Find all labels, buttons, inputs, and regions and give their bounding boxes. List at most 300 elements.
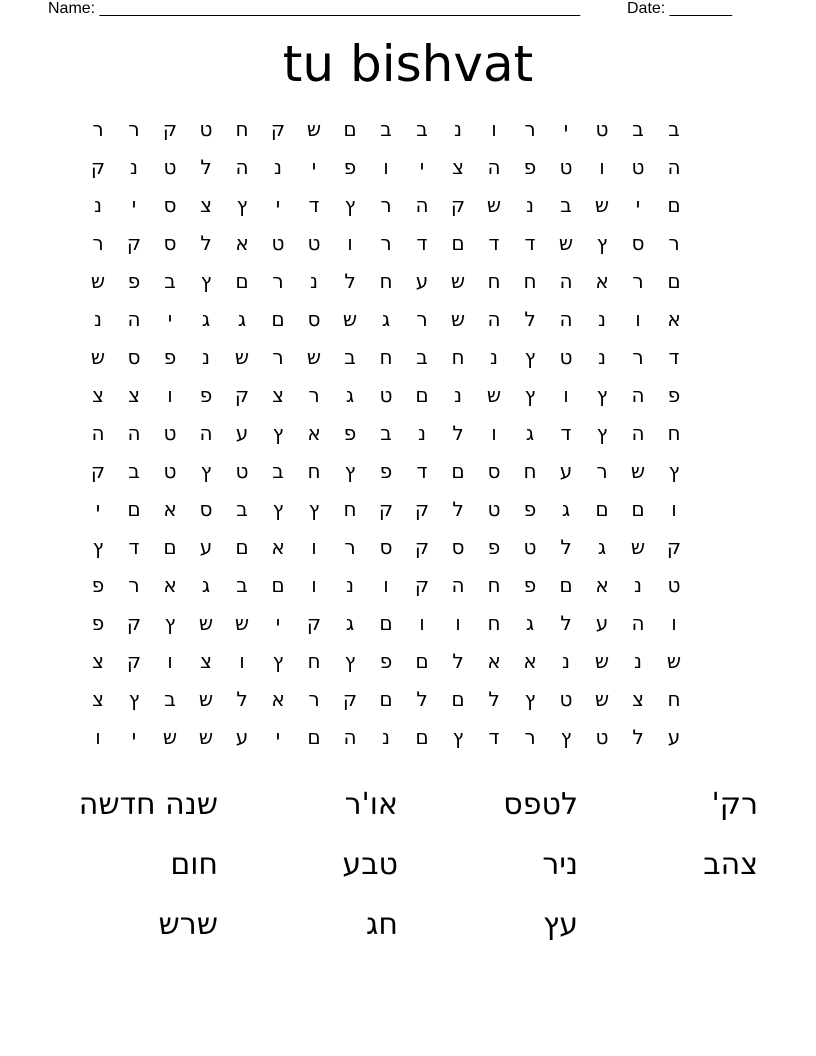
grid-letter: ר [272,345,284,369]
grid-letter: ץ [452,725,464,749]
grid-letter: ץ [272,421,284,445]
grid-letter: ב [236,497,248,521]
grid-letter: ר [668,231,680,255]
grid-letter: י [131,193,137,217]
grid-letter: ה [415,193,429,217]
grid-letter: נ [525,193,534,217]
grid-letter: ר [416,307,428,331]
grid-letter: ש [234,611,250,635]
date-field-label: Date: _______ [627,0,732,17]
grid-letter: ג [525,611,535,635]
grid-row [80,718,728,756]
grid-letter: י [275,193,281,217]
grid-letter: ס [487,459,501,483]
grid-letter: ה [199,421,213,445]
grid-letter: ק [126,231,142,255]
grid-letter: ר [632,269,644,293]
grid-letter: נ [417,421,426,445]
word-search-grid [80,110,728,756]
grid-letter: ץ [344,459,356,483]
grid-letter: ג [561,497,571,521]
grid-letter: ד [488,231,500,255]
grid-letter: ק [378,497,394,521]
grid-row [80,680,728,718]
grid-letter: ר [632,345,644,369]
grid-letter: ש [234,345,250,369]
puzzle-title: tu bishvat [282,35,534,93]
grid-letter: ל [452,497,464,521]
grid-letter: ה [559,307,573,331]
grid-letter: ד [524,231,536,255]
grid-letter: פ [523,573,537,597]
grid-letter: ה [127,421,141,445]
grid-letter: צ [272,383,284,407]
grid-letter: נ [453,383,462,407]
grid-letter: א [271,535,285,559]
grid-letter: ב [344,345,356,369]
grid-letter: נ [381,725,390,749]
grid-letter: ס [127,345,141,369]
grid-letter: ץ [596,231,608,255]
grid-letter: פ [343,155,357,179]
grid-letter: ע [667,725,681,749]
grid-letter: ל [524,307,536,331]
grid-letter: נ [129,155,138,179]
grid-letter: ץ [560,725,572,749]
grid-row [80,110,728,148]
grid-letter: ב [632,117,644,141]
grid-letter: ג [381,307,391,331]
grid-letter: ם [127,497,141,521]
grid-letter: ס [307,307,321,331]
grid-letter: ק [234,383,250,407]
grid-letter: י [635,193,641,217]
grid-letter: ל [632,725,644,749]
grid-letter: ש [666,649,682,673]
grid-letter: ס [199,497,213,521]
grid-letter: ק [306,611,322,635]
grid-letter: פ [379,459,393,483]
grid-letter: ד [128,535,140,559]
grid-letter: צ [92,383,104,407]
grid-letter: ט [379,383,393,407]
grid-letter: ם [667,269,681,293]
grid-letter: ם [235,535,249,559]
grid-row [80,528,728,566]
grid-letter: ש [198,725,214,749]
grid-letter: ט [523,535,537,559]
grid-letter: נ [561,649,570,673]
grid-row [80,376,728,414]
grid-letter: ח [667,421,681,445]
grid-letter: ו [671,611,677,635]
grid-letter: ל [488,687,500,711]
grid-letter: י [563,117,569,141]
grid-letter: ש [306,345,322,369]
grid-letter: נ [453,117,462,141]
grid-row [80,262,728,300]
grid-letter: ט [631,155,645,179]
grid-letter: ם [451,459,465,483]
grid-letter: ר [344,535,356,559]
grid-letter: ו [167,383,173,407]
grid-letter: ו [347,231,353,255]
grid-letter: ץ [524,687,536,711]
word-bank-item: חום [170,847,218,882]
grid-letter: ץ [344,649,356,673]
grid-letter: ב [560,193,572,217]
grid-letter: ג [525,421,535,445]
grid-row [80,414,728,452]
grid-row [80,224,728,262]
grid-letter: ל [560,611,572,635]
grid-letter: ה [667,155,681,179]
grid-letter: פ [487,535,501,559]
grid-letter: ל [560,535,572,559]
grid-letter: ו [599,155,605,179]
grid-letter: ש [630,459,646,483]
grid-letter: ק [162,117,178,141]
grid-letter: נ [309,269,318,293]
grid-letter: ם [235,269,249,293]
grid-letter: ק [270,117,286,141]
grid-letter: ש [90,345,106,369]
grid-letter: פ [667,383,681,407]
grid-letter: ש [594,687,610,711]
grid-letter: ס [163,193,177,217]
grid-letter: נ [489,345,498,369]
grid-letter: ה [127,307,141,331]
grid-letter: ם [271,573,285,597]
grid-letter: פ [91,611,105,635]
grid-letter: צ [200,193,212,217]
grid-letter: ק [666,535,682,559]
grid-letter: ס [451,535,465,559]
grid-letter: י [95,497,101,521]
grid-letter: פ [523,155,537,179]
word-bank-item: או'ר [344,787,398,822]
grid-letter: צ [200,649,212,673]
grid-letter: א [667,307,681,331]
grid-letter: ע [415,269,429,293]
grid-letter: ל [344,269,356,293]
grid-letter: ק [90,459,106,483]
grid-letter: ץ [668,459,680,483]
grid-letter: א [235,231,249,255]
grid-row [80,300,728,338]
grid-letter: ש [486,383,502,407]
grid-letter: ו [95,725,101,749]
grid-letter: ש [90,269,106,293]
grid-letter: ק [126,649,142,673]
grid-letter: ח [487,611,501,635]
grid-letter: ט [559,687,573,711]
grid-letter: ה [91,421,105,445]
grid-letter: ק [126,611,142,635]
grid-letter: ל [236,687,248,711]
grid-letter: ר [380,231,392,255]
grid-letter: נ [201,345,210,369]
grid-letter: ם [307,725,321,749]
grid-letter: ץ [200,269,212,293]
grid-letter: ש [450,307,466,331]
grid-letter: ה [631,421,645,445]
grid-letter: ב [128,459,140,483]
word-bank-item: צהב [703,847,758,882]
grid-letter: ר [128,117,140,141]
grid-letter: ט [595,725,609,749]
grid-letter: ח [307,459,321,483]
grid-row [80,148,728,186]
grid-letter: ט [559,155,573,179]
grid-row [80,338,728,376]
grid-letter: פ [91,573,105,597]
grid-letter: ר [596,459,608,483]
grid-letter: ם [451,687,465,711]
grid-letter: י [275,725,281,749]
grid-letter: ב [380,117,392,141]
grid-letter: ר [524,117,536,141]
grid-letter: ט [559,345,573,369]
grid-letter: ג [345,611,355,635]
grid-letter: ט [271,231,285,255]
grid-letter: פ [199,383,213,407]
grid-letter: ו [419,611,425,635]
grid-letter: י [275,611,281,635]
grid-letter: ר [272,269,284,293]
grid-letter: ש [342,307,358,331]
grid-letter: ט [307,231,321,255]
grid-letter: ש [594,649,610,673]
grid-letter: ט [595,117,609,141]
grid-letter: ק [450,193,466,217]
grid-letter: נ [633,649,642,673]
grid-letter: ח [451,345,465,369]
grid-letter: ר [380,193,392,217]
grid-letter: ץ [200,459,212,483]
grid-letter: ק [414,573,430,597]
grid-letter: ץ [524,345,536,369]
grid-letter: ק [90,155,106,179]
grid-letter: ץ [92,535,104,559]
grid-letter: ד [668,345,680,369]
grid-letter: ב [416,117,428,141]
grid-letter: ש [558,231,574,255]
grid-letter: ק [342,687,358,711]
grid-letter: ט [163,155,177,179]
word-bank-item: שרש [158,907,218,942]
grid-letter: ר [92,231,104,255]
grid-letter: ש [630,535,646,559]
grid-letter: ו [311,573,317,597]
grid-letter: צ [632,687,644,711]
grid-letter: ש [486,193,502,217]
grid-letter: ע [199,535,213,559]
grid-letter: ח [523,269,537,293]
grid-letter: א [307,421,321,445]
grid-letter: י [419,155,425,179]
grid-letter: ד [416,231,428,255]
grid-letter: ח [487,573,501,597]
grid-letter: ט [199,117,213,141]
grid-letter: ב [416,345,428,369]
grid-letter: ר [524,725,536,749]
grid-letter: ח [235,117,249,141]
word-bank-item: רק' [711,787,758,822]
grid-letter: ב [164,269,176,293]
grid-letter: ץ [596,421,608,445]
grid-letter: ב [236,573,248,597]
word-bank-item: לטפס [503,787,578,822]
grid-letter: ח [379,345,393,369]
grid-letter: ו [383,155,389,179]
grid-letter: ס [631,231,645,255]
grid-letter: נ [93,307,102,331]
grid-letter: ו [671,497,677,521]
grid-letter: י [131,725,137,749]
grid-letter: צ [92,687,104,711]
grid-letter: ב [164,687,176,711]
grid-letter: ש [594,193,610,217]
grid-letter: ד [560,421,572,445]
grid-letter: א [595,269,609,293]
grid-letter: ש [162,725,178,749]
grid-letter: נ [345,573,354,597]
grid-letter: ש [198,687,214,711]
grid-letter: ם [595,497,609,521]
grid-letter: ץ [164,611,176,635]
grid-letter: ץ [128,687,140,711]
grid-letter: ג [345,383,355,407]
grid-letter: פ [523,497,537,521]
grid-letter: ח [667,687,681,711]
grid-letter: נ [93,193,102,217]
grid-letter: נ [597,307,606,331]
grid-letter: ע [559,459,573,483]
grid-row [80,186,728,224]
grid-letter: ט [163,459,177,483]
grid-letter: ץ [272,497,284,521]
grid-letter: ט [235,459,249,483]
grid-letter: ו [167,649,173,673]
grid-letter: ר [92,117,104,141]
grid-letter: ח [307,649,321,673]
grid-letter: ד [308,193,320,217]
grid-letter: ח [343,497,357,521]
grid-letter: ם [271,307,285,331]
grid-letter: ח [523,459,537,483]
grid-letter: ק [414,535,430,559]
grid-letter: ה [235,155,249,179]
grid-letter: א [163,573,177,597]
word-bank-item: טבע [342,847,398,882]
grid-letter: ה [487,307,501,331]
grid-letter: ה [343,725,357,749]
grid-letter: ל [416,687,428,711]
grid-letter: ט [667,573,681,597]
grid-letter: פ [379,649,393,673]
grid-letter: ם [343,117,357,141]
grid-letter: צ [92,649,104,673]
grid-letter: י [167,307,173,331]
word-bank-item: חג [366,907,398,942]
grid-letter: ח [487,269,501,293]
grid-row [80,566,728,604]
grid-letter: ץ [308,497,320,521]
grid-letter: ם [451,231,465,255]
grid-letter: ץ [236,193,248,217]
word-bank-item: ניר [542,847,578,882]
grid-letter: ם [415,725,429,749]
grid-row [80,642,728,680]
grid-letter: ם [163,535,177,559]
grid-letter: ו [635,307,641,331]
grid-letter: פ [163,345,177,369]
grid-letter: ח [379,269,393,293]
grid-letter: ה [487,155,501,179]
grid-letter: ה [559,269,573,293]
grid-letter: נ [273,155,282,179]
grid-letter: ל [200,231,212,255]
grid-row [80,490,728,528]
grid-row [80,604,728,642]
grid-letter: ל [452,649,464,673]
grid-letter: ם [559,573,573,597]
grid-letter: ר [308,687,320,711]
header-line [48,0,748,20]
grid-letter: ט [487,497,501,521]
grid-letter: ם [379,687,393,711]
grid-letter: ץ [272,649,284,673]
grid-letter: ב [380,421,392,445]
name-field-label: Name: ______________________________________________________ [48,0,581,17]
grid-letter: ו [239,649,245,673]
grid-letter: צ [128,383,140,407]
grid-letter: ו [491,421,497,445]
grid-letter: י [311,155,317,179]
grid-letter: ק [414,497,430,521]
grid-letter: ו [455,611,461,635]
grid-letter: ר [128,573,140,597]
grid-letter: ל [200,155,212,179]
grid-letter: ץ [596,383,608,407]
grid-letter: ב [272,459,284,483]
grid-letter: ו [491,117,497,141]
grid-letter: ב [668,117,680,141]
grid-letter: ם [415,649,429,673]
grid-letter: ו [311,535,317,559]
grid-letter: פ [343,421,357,445]
grid-letter: ו [383,573,389,597]
grid-letter: א [163,497,177,521]
grid-letter: ש [306,117,322,141]
grid-row [80,452,728,490]
grid-letter: ע [235,725,249,749]
grid-letter: ס [163,231,177,255]
grid-letter: צ [452,155,464,179]
grid-letter: א [487,649,501,673]
grid-letter: ם [415,383,429,407]
grid-letter: ס [379,535,393,559]
grid-letter: פ [127,269,141,293]
grid-letter: א [271,687,285,711]
grid-letter: נ [597,345,606,369]
grid-letter: ש [450,269,466,293]
grid-letter: ץ [524,383,536,407]
grid-letter: ה [631,611,645,635]
grid-letter: ש [198,611,214,635]
grid-letter: א [523,649,537,673]
